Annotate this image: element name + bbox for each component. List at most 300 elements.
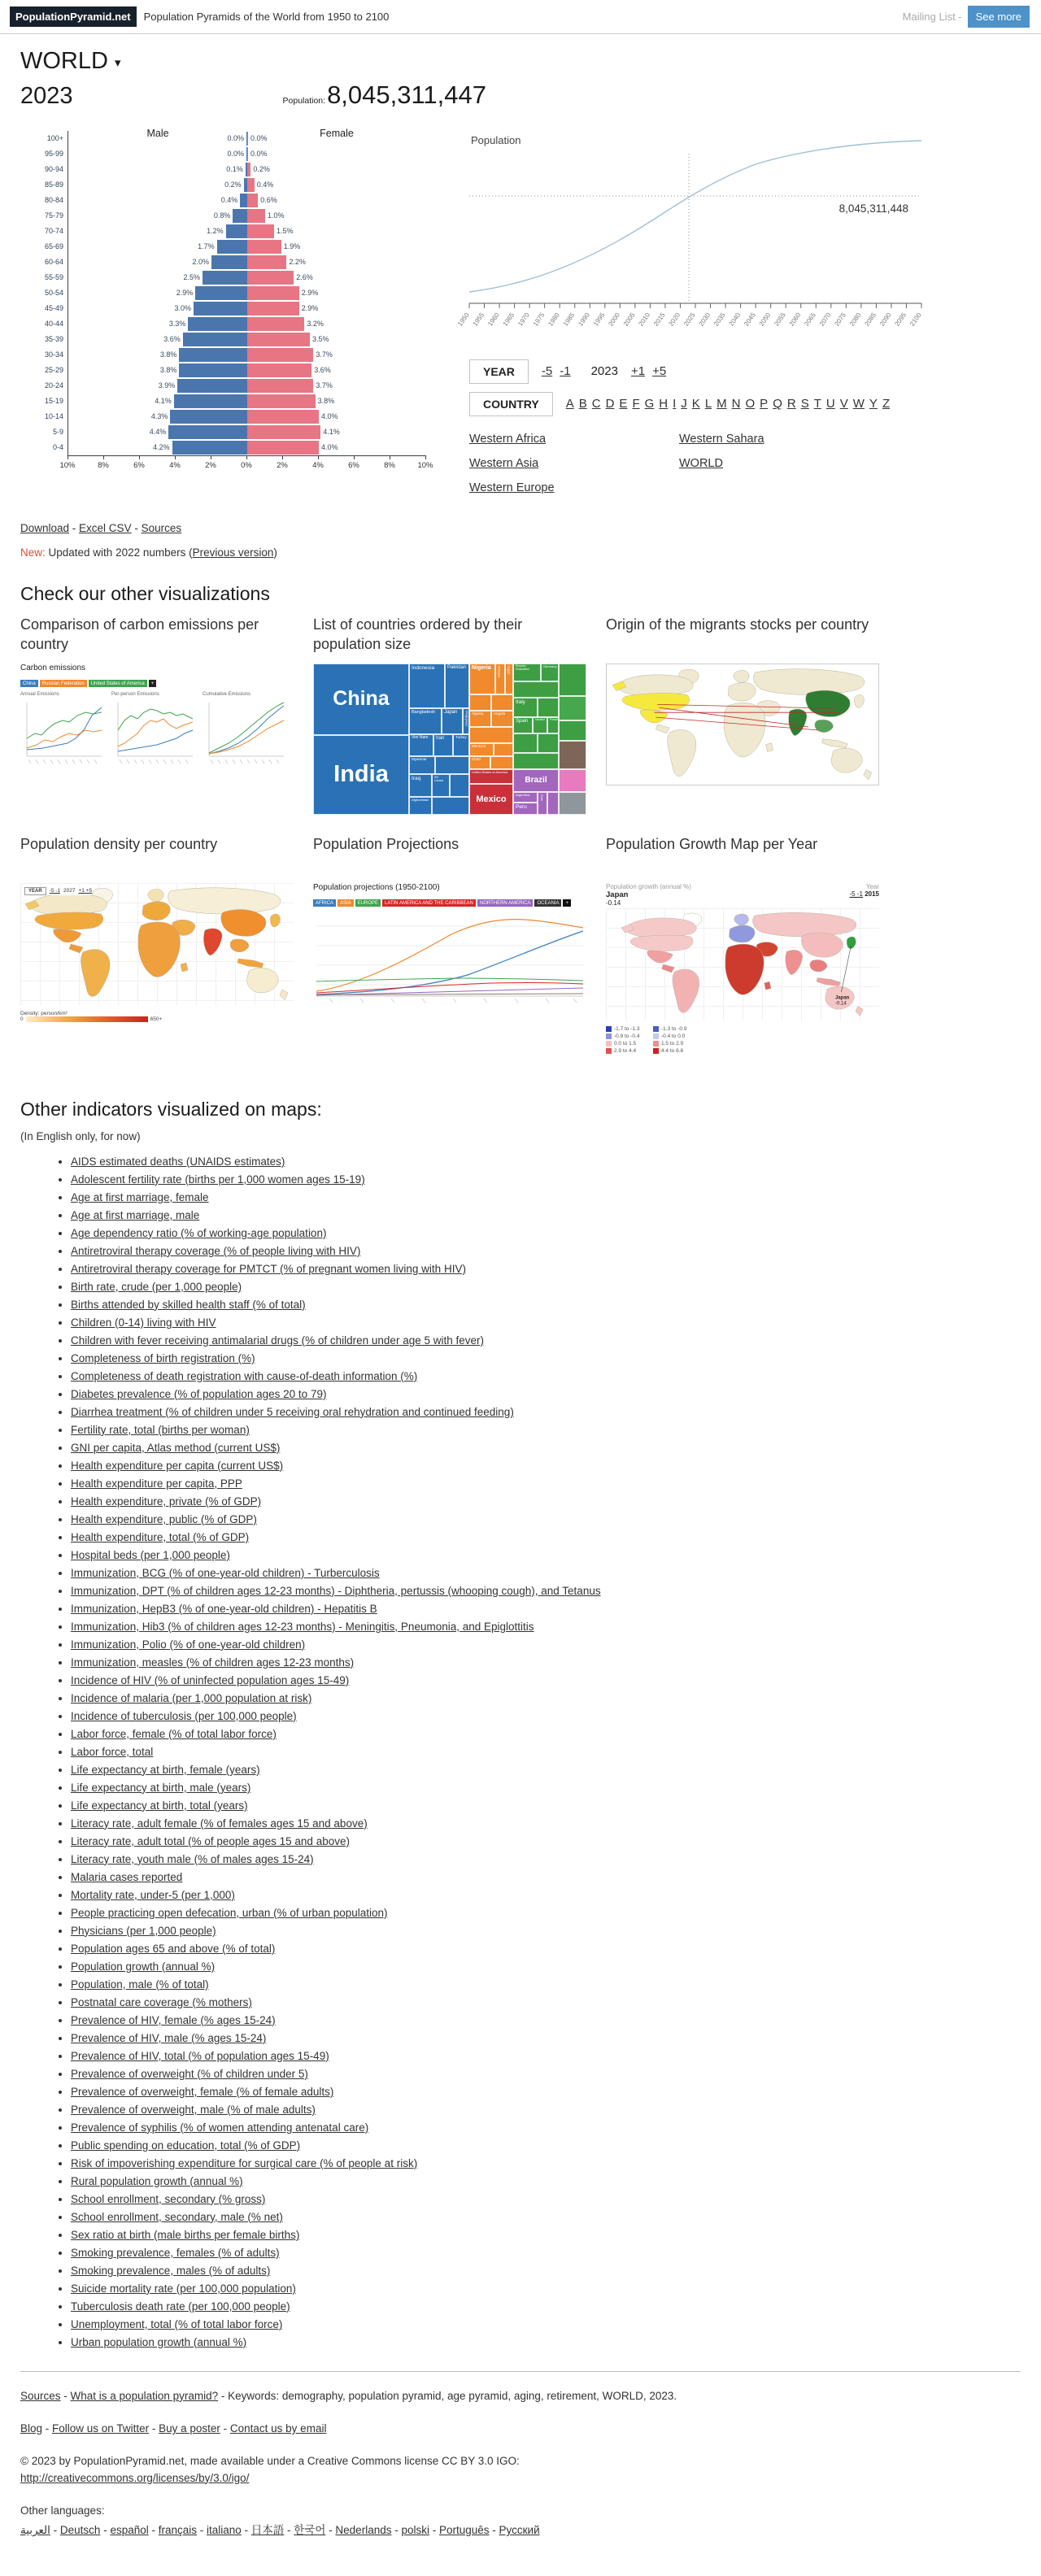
country-letter-link[interactable]: H (659, 397, 669, 411)
indicator-link[interactable]: School enrollment, secondary, male (% net) (71, 2210, 283, 2223)
country-letter-link[interactable]: Z (882, 397, 891, 411)
treemap-cell-algeria: Algeria (469, 711, 491, 727)
male-bar[interactable] (211, 255, 247, 269)
indicator-link[interactable]: Age at first marriage, female (71, 1190, 209, 1203)
indicator-item (71, 1674, 1021, 1686)
country-letter-link[interactable]: A (565, 397, 574, 411)
indicator-link[interactable]: Fertility rate, total (births per woman) (71, 1423, 250, 1436)
indicator-link[interactable]: People practicing open defecation, urban (% of urban population) (71, 1906, 388, 1919)
female-bar[interactable] (247, 348, 313, 362)
curve-year-label: 2025 (682, 311, 697, 328)
indicator-link[interactable]: Immunization, measles (% of children ages 12-23 months) (71, 1656, 355, 1669)
footer-nav-link[interactable]: Contact us by email (229, 2422, 327, 2435)
indicator-link[interactable]: Prevalence of HIV, total (% of population ages 15-49) (71, 2049, 329, 2062)
female-bar[interactable] (247, 317, 304, 331)
male-bar-area (68, 441, 247, 455)
male-bar-area (68, 302, 247, 315)
age-label: 65-69 (44, 242, 63, 251)
female-bar[interactable] (247, 271, 294, 285)
male-value-label: 4.4% (149, 428, 167, 437)
treemap-cell-ukraine: Ukraine (533, 717, 547, 733)
indicator-item (71, 2265, 1021, 2277)
growth-legend-item (653, 1026, 700, 1032)
map-region-nz (856, 1006, 863, 1016)
growth-heading: Population growth (annual %) (606, 882, 691, 890)
population-pyramid-chart (20, 127, 460, 506)
pyramid-row (44, 162, 426, 177)
language-link[interactable]: Português (438, 2524, 490, 2537)
treemap-cell (559, 792, 586, 815)
indicator-link[interactable]: Suicide mortality rate (per 100,000 population) (71, 2282, 296, 2295)
male-value-label: 1.2% (207, 227, 224, 236)
indicator-link[interactable]: Smoking prevalence, males (% of adults) (71, 2264, 271, 2277)
age-label: 15-19 (44, 397, 63, 406)
female-bar-area (247, 302, 426, 315)
female-bar[interactable] (247, 363, 311, 377)
download-link[interactable]: Excel CSV (79, 521, 132, 534)
age-label: 30-34 (44, 350, 63, 359)
indicator-link[interactable]: Prevalence of overweight (% of children under 5) (71, 2067, 308, 2080)
year-step-link[interactable]: -1 (560, 364, 571, 379)
indicator-link[interactable]: Health expenditure, public (% of GDP) (71, 1512, 257, 1525)
indicator-link[interactable]: Hospital beds (per 1,000 people) (71, 1548, 230, 1561)
curve-ylabel: Population (471, 133, 521, 146)
axis-tick (425, 456, 426, 459)
female-value-label: 3.6% (314, 366, 331, 375)
see-more-button[interactable]: See more (968, 6, 1030, 28)
curve-year-label: 2050 (757, 311, 773, 328)
indicator-link[interactable]: Literacy rate, adult total (% of people ages 15 and above) (71, 1834, 350, 1847)
indicator-link[interactable]: Rural population growth (annual %) (71, 2174, 243, 2187)
indicator-item (71, 2336, 1021, 2348)
male-bar[interactable] (217, 240, 247, 254)
indicator-link[interactable]: Unemployment, total (% of total labor force) (71, 2317, 283, 2330)
card-title-migrants[interactable]: Origin of the migrants stocks per country (606, 616, 869, 633)
male-bar[interactable] (183, 333, 247, 346)
indicator-link[interactable]: Age dependency ratio (% of working-age population) (71, 1226, 327, 1239)
axis-tick-label: 8% (384, 460, 395, 470)
country-letter-link[interactable]: P (760, 397, 769, 411)
indicator-item (71, 2318, 1021, 2330)
map-region-samerica (673, 969, 699, 1012)
country-letter-link[interactable]: L (704, 397, 712, 411)
female-bar[interactable] (247, 132, 248, 146)
indicator-link[interactable]: Immunization, BCG (% of one-year-old children) - Turberculosis (71, 1566, 380, 1579)
country-dropdown[interactable] (20, 47, 1021, 76)
indicator-link[interactable]: Tuberculosis death rate (per 100,000 people) (71, 2300, 290, 2313)
female-bar[interactable] (247, 379, 313, 393)
indicator-item (71, 1656, 1021, 1669)
download-link[interactable]: Download (20, 521, 70, 534)
growth-legend-label: -1.7 to -1.3 (614, 1025, 640, 1032)
pyramid-row (44, 239, 426, 255)
card-title-carbon[interactable]: Comparison of carbon emissions per country (20, 616, 259, 653)
female-bar[interactable] (247, 302, 299, 315)
indicator-item (71, 1710, 1021, 1722)
map-region-africa (725, 944, 764, 994)
country-letter-link[interactable]: E (619, 397, 628, 411)
female-value-label: 4.0% (321, 443, 338, 452)
female-bar[interactable] (247, 224, 274, 238)
indicator-item (71, 2121, 1021, 2134)
density-mini-year-control[interactable] (24, 887, 92, 895)
country-letter-link[interactable]: Q (773, 397, 782, 411)
country-letters (566, 397, 895, 411)
country-letter-link[interactable]: G (644, 397, 655, 411)
country-letter-link[interactable]: W (852, 397, 865, 411)
female-bar-area (247, 333, 426, 346)
map-region-europe (142, 902, 170, 920)
indicator-item (71, 2032, 1021, 2044)
brand-logo[interactable]: PopulationPyramid.net (10, 7, 137, 27)
population-value: 8,045,311,447 (327, 80, 487, 109)
age-label: 80-84 (44, 196, 63, 205)
map-region-africa (724, 703, 765, 757)
indicator-link[interactable]: Prevalence of overweight, female (% of female adults) (71, 2085, 334, 2098)
country-letter-link[interactable]: O (745, 397, 756, 411)
indicator-link[interactable]: Incidence of HIV (% of uninfected population ages 15-49) (71, 1673, 350, 1686)
map-region-indonesia (237, 959, 264, 968)
indicator-link[interactable]: Birth rate, crude (per 1,000 people) (71, 1280, 242, 1293)
male-bar[interactable] (188, 317, 247, 331)
indicator-link[interactable]: Prevalence of HIV, female (% ages 15-24) (71, 2013, 276, 2026)
curve-year-ticks (456, 303, 923, 328)
country-letter-link[interactable]: M (717, 397, 727, 411)
female-bar-area (247, 425, 426, 439)
female-bar[interactable] (247, 147, 248, 161)
indicator-link[interactable]: Health expenditure, private (% of GDP) (71, 1495, 262, 1508)
indicator-link[interactable]: Population, male (% of total) (71, 1978, 209, 1991)
age-label: 25-29 (44, 366, 63, 375)
country-letter-link[interactable]: T (813, 397, 821, 411)
indicator-link[interactable]: Age at first marriage, male (71, 1208, 200, 1221)
card-title-projections[interactable]: Population Projections (313, 835, 460, 852)
chevron-down-icon: ▾ (115, 56, 121, 70)
country-letter-link[interactable]: N (731, 397, 741, 411)
update-note (20, 546, 1021, 559)
indicator-link[interactable]: Completeness of birth registration (%) (71, 1351, 255, 1364)
female-bar-area (247, 317, 426, 331)
indicator-link[interactable]: Literacy rate, adult female (% of females ages 15 and above) (71, 1817, 368, 1830)
female-bar-area (247, 271, 426, 285)
country-letter-link[interactable]: S (800, 397, 809, 411)
indicator-link[interactable]: School enrollment, secondary (% gross) (71, 2192, 266, 2205)
region-link[interactable]: Western Sahara (679, 432, 764, 446)
indicator-link[interactable]: Births attended by skilled health staff (% of total) (71, 1298, 306, 1311)
male-bar[interactable] (195, 286, 247, 300)
indicator-link[interactable]: Children (0-14) living with HIV (71, 1316, 216, 1329)
indicator-link[interactable]: Life expectancy at birth, total (years) (71, 1799, 248, 1812)
male-bar[interactable] (233, 209, 247, 223)
year-step-link[interactable]: -5 (541, 364, 553, 379)
map-region-samerica (81, 949, 110, 996)
female-bar[interactable] (247, 410, 319, 424)
indicator-link[interactable]: Physicians (per 1,000 people) (71, 1924, 216, 1937)
male-bar[interactable] (179, 348, 247, 362)
indicator-link[interactable]: Incidence of malaria (per 1,000 population at risk) (71, 1691, 312, 1704)
language-link[interactable]: polski (401, 2524, 429, 2537)
indicator-link[interactable]: Prevalence of HIV, male (% ages 15-24) (71, 2031, 267, 2044)
male-bar[interactable] (174, 394, 247, 408)
card-title-growth-map[interactable]: Population Growth Map per Year (606, 835, 818, 852)
country-letter-link[interactable]: J (681, 397, 687, 411)
female-bar[interactable] (247, 394, 316, 408)
map-region-russia (168, 888, 281, 914)
indicator-link[interactable]: Prevalence of syphilis (% of women attending antenatal care) (71, 2121, 369, 2134)
curve-value-label: 8,045,311,448 (838, 202, 908, 215)
card-title-population-size[interactable]: List of countries ordered by their population size (313, 616, 523, 653)
treemap-cell-chile: Chile (538, 792, 547, 815)
female-bar[interactable] (247, 286, 299, 300)
treemap-cell-nigeria: Nigeria (469, 664, 495, 694)
country-letter-link[interactable]: B (578, 397, 587, 411)
curve-year-label: 1965 (501, 311, 516, 328)
indicator-link[interactable]: Health expenditure per capita (current US$) (71, 1459, 284, 1472)
year-step-link[interactable]: +1 (630, 364, 646, 379)
male-bar-area (68, 209, 247, 223)
population-treemap-thumb[interactable] (313, 664, 586, 815)
indicator-item (71, 1477, 1021, 1490)
indicator-link[interactable]: Mortality rate, under-5 (per 1,000) (71, 1888, 235, 1901)
male-bar[interactable] (168, 425, 247, 439)
indicator-link[interactable]: Antiretroviral therapy coverage for PMTCT (% of pregnant women living with HIV) (71, 1262, 466, 1275)
footer-nav-link[interactable]: Blog (20, 2422, 43, 2435)
language-link[interactable]: Русский (499, 2524, 540, 2537)
treemap-cell-usa: United States of America (469, 769, 513, 784)
female-bar[interactable] (247, 255, 286, 269)
copyright-text: © 2023 by PopulationPyramid.net, made available under a Creative Commons license CC BY 3.0 IGO: (20, 2455, 520, 2468)
indicator-link[interactable]: Immunization, Hib3 (% of children ages 12-23 months) - Meningitis, Pneumonia, and Epiglottitis (71, 1620, 534, 1633)
population-curve[interactable] (469, 141, 921, 292)
curve-year-label: 1995 (591, 311, 607, 328)
map-region-europe (729, 925, 755, 942)
indicator-item (71, 1871, 1021, 1883)
language-link[interactable]: français (158, 2524, 198, 2537)
pyramid-row (52, 440, 426, 455)
language-link[interactable]: italiano (207, 2524, 242, 2537)
pyramid-row (44, 378, 426, 394)
indicator-link[interactable]: Immunization, Polio (% of one-year-old children) (71, 1638, 306, 1651)
country-letter-link[interactable]: U (825, 397, 835, 411)
language-link[interactable]: español (110, 2524, 149, 2537)
growth-legend-swatch (606, 1041, 612, 1046)
current-year: 2023 (20, 82, 73, 109)
density-year-prev[interactable]: -5 -1 (49, 888, 61, 894)
indicator-link[interactable]: Incidence of tuberculosis (per 100,000 people) (71, 1709, 297, 1722)
year-box-label: YEAR (469, 359, 529, 384)
footer-sources-link[interactable]: Sources (20, 2389, 61, 2402)
male-bar[interactable] (194, 302, 247, 315)
footer-nav-link[interactable]: Buy a poster (159, 2422, 220, 2435)
indicator-link[interactable]: Population growth (annual %) (71, 1960, 216, 1973)
language-row: العربية - Deutsch - español - français - italiano - 日本語 - 한국어 - Nederlands - polski - Português - Русский (20, 2524, 540, 2537)
country-letter-link[interactable]: I (673, 397, 677, 411)
language-link[interactable]: 日本語 (250, 2524, 285, 2537)
projections-legend-chip: + (563, 899, 571, 907)
indicator-item (71, 1460, 1021, 1472)
age-label: 55-59 (44, 273, 63, 282)
axis-tick (354, 456, 355, 459)
female-value-label: 2.2% (289, 258, 306, 267)
language-link[interactable]: 한국어 (294, 2524, 326, 2537)
female-bar[interactable] (247, 333, 310, 346)
indicator-link[interactable]: Prevalence of overweight, male (% of male adults) (71, 2103, 316, 2116)
indicator-item (71, 1799, 1021, 1812)
growth-year-value: 2015 (865, 890, 879, 898)
male-bar[interactable] (179, 363, 247, 377)
male-bar-area (68, 425, 247, 439)
growth-legend-label: 1.5 to 2.9 (661, 1040, 684, 1046)
female-bar[interactable] (247, 209, 265, 223)
female-bar[interactable] (247, 178, 255, 192)
indicator-link[interactable]: Immunization, DPT (% of children ages 12-23 months) - Diphtheria, pertussis (whooping cough), and Tetanus (71, 1584, 601, 1597)
region-link[interactable]: Western Asia (469, 456, 539, 470)
year-step-link[interactable]: +5 (652, 364, 667, 379)
language-link[interactable]: العربية (20, 2524, 50, 2537)
indicator-link[interactable]: Life expectancy at birth, female (years) (71, 1763, 260, 1776)
density-thumb[interactable] (20, 883, 294, 1038)
update-note-suffix: ) (273, 546, 277, 559)
card-title-density[interactable]: Population density per country (20, 835, 218, 852)
other-languages-label: Other languages: (20, 2504, 105, 2517)
indicator-link[interactable]: Diarrhea treatment (% of children under 5 receiving oral rehydration and continued feeding) (71, 1405, 514, 1418)
mailing-list-label: Mailing List - (902, 11, 962, 23)
female-bar[interactable] (247, 425, 320, 439)
growth-legend (606, 1026, 879, 1054)
indicator-link[interactable]: Risk of impoverishing expenditure for surgical care (% of people at risk) (71, 2156, 418, 2169)
indicator-link[interactable]: Antiretroviral therapy coverage (% of people living with HIV) (71, 1244, 361, 1257)
male-bar[interactable] (203, 271, 247, 285)
treemap-cell (559, 696, 586, 720)
language-link[interactable]: Nederlands (335, 2524, 392, 2537)
indicator-link[interactable]: GNI per capita, Atlas method (current US$) (71, 1441, 281, 1454)
carbon-legend-chip: China (20, 680, 38, 687)
female-bar[interactable] (247, 163, 250, 176)
curve-year-label: 2085 (863, 311, 878, 328)
indicator-link[interactable]: Health expenditure per capita, PPP (71, 1477, 242, 1490)
migrants-thumb[interactable] (606, 664, 879, 785)
previous-version-link[interactable]: Previous version (192, 546, 274, 559)
male-bar[interactable] (172, 441, 247, 455)
indicator-link[interactable]: Children with fever receiving antimalarial drugs (% of children under age 5 with fever) (71, 1334, 484, 1347)
indicator-link[interactable]: Postnatal care coverage (% mothers) (71, 1995, 252, 2008)
country-letter-link[interactable]: V (839, 397, 848, 411)
projections-heading: Population projections (1950-2100) (313, 882, 440, 892)
indicator-link[interactable]: AIDS estimated deaths (UNAIDS estimates) (71, 1155, 285, 1168)
indicator-link[interactable]: Malaria cases reported (71, 1870, 183, 1883)
country-letter-link[interactable]: C (591, 397, 601, 411)
country-letter-link[interactable]: K (691, 397, 700, 411)
download-link[interactable]: Sources (141, 521, 182, 534)
indicator-link[interactable]: Diabetes prevalence (% of population ages 20 to 79) (71, 1387, 327, 1400)
male-value-label: 3.8% (159, 350, 177, 359)
license-link[interactable]: http://creativecommons.org/licenses/by/3.0/igo/ (20, 2471, 250, 2484)
male-bar[interactable] (177, 379, 247, 393)
treemap-cell (494, 743, 513, 756)
male-bar[interactable] (240, 194, 247, 207)
region-link[interactable]: Western Africa (469, 432, 547, 446)
growth-world-map (606, 908, 879, 1020)
country-letter-link[interactable]: F (632, 397, 640, 411)
indicator-item (71, 1907, 1021, 1919)
indicator-link[interactable]: Literacy rate, youth male (% of males ages 15-24) (71, 1852, 314, 1865)
indicator-item (71, 1424, 1021, 1436)
map-region-australia (247, 968, 279, 992)
indicator-item (71, 2247, 1021, 2259)
density-legend-label: Density: person/km² (20, 1010, 68, 1016)
male-value-label: 0.0% (227, 134, 244, 143)
axis-tick (246, 456, 247, 459)
indicator-item (71, 1638, 1021, 1651)
map-region-samerica (668, 729, 696, 776)
indicator-link[interactable]: Labor force, total (71, 1745, 154, 1758)
region-link[interactable]: WORLD (679, 456, 723, 470)
indicator-link[interactable]: Labor force, female (% of total labor force) (71, 1727, 277, 1740)
growth-thumb[interactable] (606, 883, 879, 1074)
indicator-item (71, 1263, 1021, 1275)
male-bar[interactable] (226, 224, 247, 238)
treemap-cell (490, 756, 513, 769)
indicator-link[interactable]: Immunization, HepB3 (% of one-year-old children) - Hepatitis B (71, 1602, 377, 1615)
female-bar[interactable] (247, 240, 281, 254)
axis-tick-label: 8% (98, 460, 109, 470)
indicator-link[interactable]: Population ages 65 and above (% of total) (71, 1942, 276, 1955)
region-link[interactable]: Western Europe (469, 481, 555, 494)
map-region-usa (622, 693, 690, 710)
language-link[interactable]: Deutsch (59, 2524, 101, 2537)
female-bar-area (247, 363, 426, 377)
growth-year-links[interactable]: -5 -1 (849, 890, 863, 898)
treemap-cell-germany: Germany (541, 664, 559, 681)
region-col-1 (469, 433, 679, 506)
indicator-link[interactable]: Urban population growth (annual %) (71, 2335, 247, 2348)
male-bar[interactable] (170, 410, 247, 424)
carbon-thumb[interactable] (20, 664, 294, 785)
curve-year-label: 2060 (787, 311, 803, 328)
indicator-link[interactable]: Adolescent fertility rate (births per 1,000 women ages 15-19) (71, 1173, 365, 1186)
treemap-cell (435, 756, 469, 774)
pyramid-row (44, 332, 426, 347)
female-bar-area (247, 147, 426, 161)
indicator-link[interactable]: Smoking prevalence, females (% of adults) (71, 2246, 280, 2259)
age-label: 90-94 (44, 165, 63, 174)
curve-year-label: 2070 (817, 311, 833, 328)
projections-thumb[interactable] (313, 883, 586, 1013)
indicator-link[interactable]: Health expenditure, total (% of GDP) (71, 1530, 250, 1543)
carbon-panel-per-person (111, 692, 196, 773)
indicator-link[interactable]: Sex ratio at birth (male births per female births) (71, 2228, 300, 2241)
region-item (469, 457, 679, 470)
country-letter-link[interactable]: D (605, 397, 615, 411)
card-carbon-emissions (20, 615, 294, 815)
female-bar[interactable] (247, 441, 319, 455)
footer-nav-link[interactable]: Follow us on Twitter (52, 2422, 150, 2435)
map-region-usa (630, 935, 693, 951)
female-bar[interactable] (247, 194, 258, 207)
country-letter-link[interactable]: R (786, 397, 796, 411)
indicator-link[interactable]: Public spending on education, total (% of GDP) (71, 2139, 301, 2152)
indicator-item (71, 1692, 1021, 1704)
footer-sources-link[interactable]: What is a population pyramid? (70, 2389, 219, 2402)
density-year-next[interactable]: +1 +5 (78, 888, 93, 894)
curve-year-label: 2010 (637, 311, 652, 328)
country-letter-link[interactable]: Y (869, 397, 878, 411)
carbon-per-person-chart (111, 698, 196, 771)
indicator-link[interactable]: Completeness of death registration with cause-of-death information (%) (71, 1369, 418, 1382)
female-value-label: 2.9% (301, 304, 319, 313)
treemap-cell-russia: Russian Federation (513, 664, 541, 681)
indicator-link[interactable]: Life expectancy at birth, male (years) (71, 1781, 251, 1794)
